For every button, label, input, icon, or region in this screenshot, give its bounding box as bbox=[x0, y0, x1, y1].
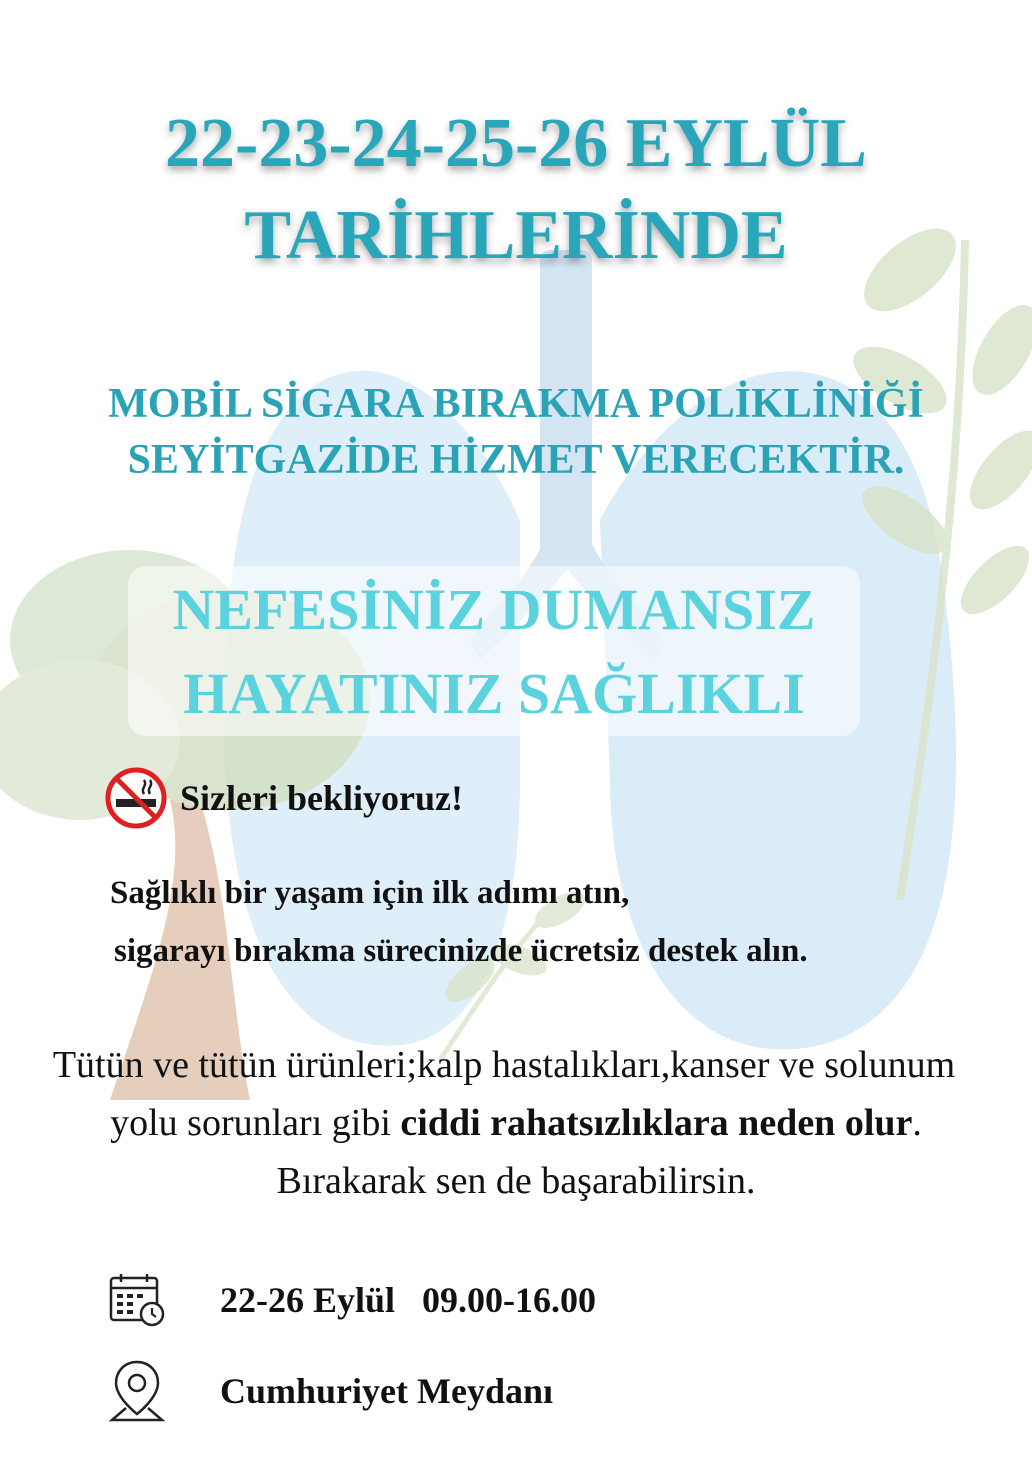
info-line-2-bold: ciddi rahatsızlıklara neden olur bbox=[400, 1102, 913, 1144]
announcement-line-1: MOBİL SİGARA BIRAKMA POLİKLİNİĞİ bbox=[108, 381, 924, 427]
info-line-1: Tütün ve tütün ürünleri;kalp hastalıkları,kanser ve solunum bbox=[52, 1044, 956, 1086]
info-line-2-post: . bbox=[912, 1102, 922, 1144]
invitation-text: Sizleri bekliyoruz! bbox=[180, 778, 463, 818]
date-row bbox=[108, 1272, 596, 1328]
no-smoking-icon bbox=[104, 766, 168, 830]
info-line-2 bbox=[0, 1094, 1032, 1152]
location-text: Cumhuriyet Meydanı bbox=[220, 1371, 553, 1411]
date-text: 22-26 Eylül 09.00-16.00 bbox=[220, 1280, 597, 1320]
call-to-action bbox=[110, 864, 808, 980]
info-line-2-pre: yolu sorunları gibi bbox=[110, 1102, 401, 1144]
calendar-clock-icon bbox=[108, 1272, 166, 1328]
dates-line: 22-23-24-25-26 EYLÜL bbox=[165, 105, 867, 182]
invitation bbox=[104, 766, 463, 830]
header-dates bbox=[0, 98, 1032, 282]
info-line-3: Bırakarak sen de başarabilirsin. bbox=[276, 1160, 756, 1202]
location-pin-icon bbox=[108, 1358, 166, 1424]
slogan bbox=[128, 568, 860, 736]
location-row bbox=[108, 1358, 553, 1424]
announcement-line-2: SEYİTGAZİDE HİZMET VERECEKTİR. bbox=[127, 437, 905, 483]
dates-suffix-line: TARİHLERİNDE bbox=[244, 197, 788, 274]
announcement bbox=[0, 376, 1032, 488]
info-paragraph bbox=[0, 1036, 1032, 1210]
slogan-line-2: HAYATINIZ SAĞLIKLI bbox=[183, 661, 805, 726]
slogan-line-1: NEFESİNİZ DUMANSIZ bbox=[172, 577, 816, 642]
cta-line-1: Sağlıklı bir yaşam için ilk adımı atın, bbox=[110, 875, 630, 911]
cta-line-2: sigarayı bırakma sürecinizde ücretsiz destek alın. bbox=[114, 933, 808, 969]
